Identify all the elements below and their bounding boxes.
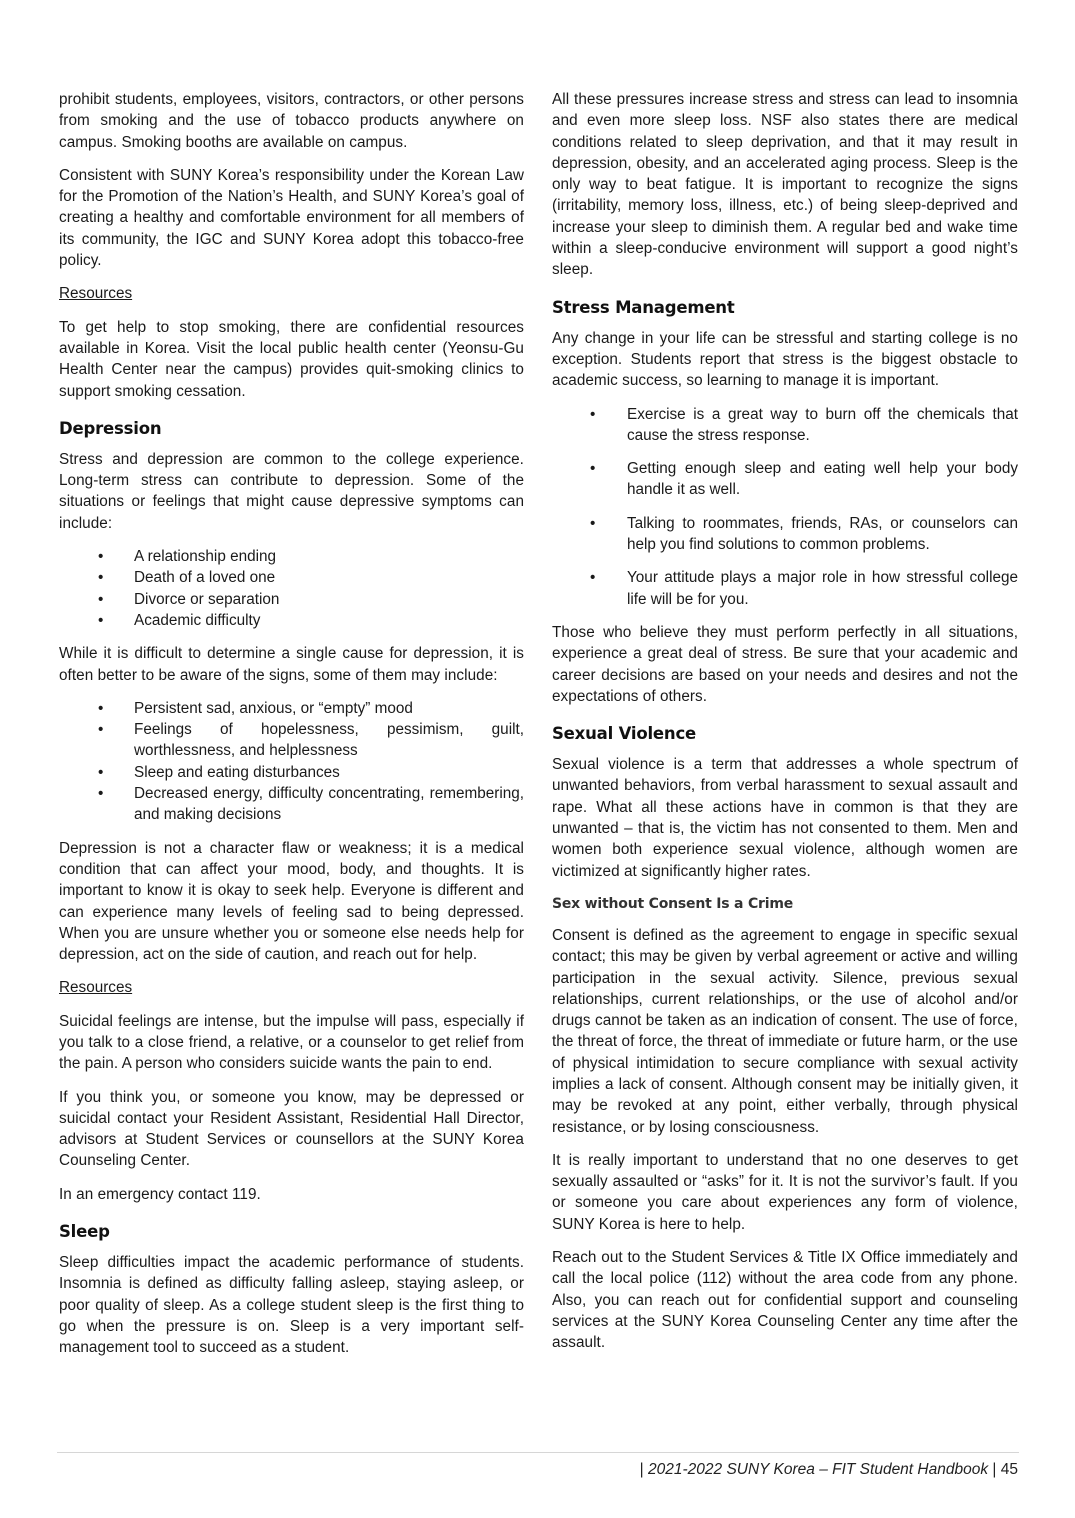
footer-divider [57, 1452, 1019, 1453]
list-item: • Talking to roommates, friends, RAs, or counselors can help you find solutions to common problems. [590, 514, 1018, 554]
bullet-icon: • [98, 699, 104, 717]
paragraph: Stress and depression are common to the college experience. Long-term stress can contribute to depression. Some of the situations or feelings that might cause depressive symptoms can include: [59, 450, 524, 532]
stress-tips-list [552, 404, 1018, 610]
section-heading-sleep: Sleep [59, 1222, 110, 1242]
paragraph: While it is difficult to determine a single cause for depression, it is often better to be aware of the signs, some of them may include: [59, 645, 524, 684]
bullet-icon: • [590, 514, 596, 532]
bullet-icon: • [98, 785, 104, 803]
paragraph: Suicidal feelings are intense, but the impulse will pass, especially if you talk to a close friend, a relative, or a counselor to get relief from the pain. A person who considers suicide wants the pain to end. [59, 1012, 524, 1073]
paragraph: Consistent with SUNY Korea’s responsibility under the Korean Law for the Promotion of the Nation’s Health, and SUNY Korea’s goal of creating a healthy and comfortable environment for all members of its community, the IGC and SUNY Korea adopt this tobacco-free policy. [59, 166, 524, 270]
bullet-icon: • [590, 569, 596, 587]
resources-label: Resources [59, 979, 133, 997]
bullet-icon: • [98, 548, 104, 566]
footer-title: 2021-2022 SUNY Korea – FIT Student Handbook [648, 1461, 989, 1478]
section-heading-sexual-violence: Sexual Violence [552, 724, 697, 744]
paragraph: Sexual violence is a term that addresses a whole spectrum of unwanted behaviors, from verbal harassment to sexual assault and rape. What all these actions have in common is that they are unwanted – that is, the victim has not consented to them. Men and women both experience sexual violence, although women are victimized at significantly higher rates. [552, 756, 1018, 880]
list-item: • Decreased energy, difficulty concentrating, remembering, and making decisions [98, 785, 524, 824]
list-item: • Academic difficulty [59, 610, 524, 631]
paragraph: Depression is not a character flaw or weakness; it is a medical condition that can affect your mood, body, and thoughts. It is important to know it is okay to seek help. Everyone is different and can experience many levels of feeling sad to being depressed. When you are unsure whether you or someone else needs help for depression, act on the side of caution, and reach out for help. [59, 839, 524, 964]
list-item: • Divorce or separation [59, 589, 524, 610]
bullet-icon: • [98, 569, 104, 587]
page-number: 45 [1000, 1461, 1018, 1478]
list-item: • Persistent sad, anxious, or “empty” mood [59, 698, 524, 719]
paragraph: Any change in your life can be stressful and starting college is no exception. Students report that stress is the biggest obstacle to academic success, so learning to manage it is important. [552, 329, 1018, 390]
bullet-icon: • [590, 405, 596, 423]
page-footer [640, 1461, 1018, 1479]
resources-label: Resources [59, 285, 133, 303]
list-item: • A relationship ending [59, 546, 524, 567]
bullet-icon: • [98, 763, 104, 781]
paragraph: Consent is defined as the agreement to engage in specific sexual contact; this may be given by verbal agreement or active and willing participation in the sexual activity. Silence, previous sexual relationships, current relationships, or the use of alcohol and/or drugs cannot be taken as an indication of consent. The use of force, the threat of force, the threat of immediate or future harm, or the use of physical intimidation to secure compliance with sexual activity implies a lack of consent. Although consent may be initially given, it may be revoked at any point, either verbally, through physical resistance, or by losing consciousness. [552, 926, 1018, 1136]
list-item: • Exercise is a great way to burn off the chemicals that cause the stress response. [590, 405, 1018, 444]
bullet-icon: • [98, 590, 104, 608]
paragraph: Those who believe they must perform perfectly in all situations, experience a great deal of stress. Be sure that your academic and career decisions are based on your needs and desires and not the expectations of others. [552, 623, 1018, 705]
list-item: • Feelings of hopelessness, pessimism, guilt, worthlessness, and helplessness [98, 721, 524, 760]
paragraph: All these pressures increase stress and stress can lead to insomnia and even more sleep loss. NSF also states there are medical conditions related to sleep deprivation, and that it may result in depression, obesity, and an accelerated aging process. Sleep is the only way to beat fatigue. It is important to recognize the signs (irritability, memory loss, illness, etc.) of being sleep-deprived and increase your sleep to diminish them. A regular bed and wake time within a sleep-conducive environment will support a good night’s sleep. [552, 91, 1018, 279]
bullet-icon: • [98, 611, 104, 629]
depression-signs-list [59, 698, 524, 826]
section-heading-stress-management: Stress Management [552, 297, 735, 317]
depression-causes-list [59, 546, 524, 631]
list-item: • Sleep and eating disturbances [59, 762, 524, 783]
right-column [552, 89, 1018, 1366]
list-item: • Your attitude plays a major role in how stressful college life will be for you. [590, 569, 1018, 608]
bullet-icon: • [98, 721, 104, 739]
paragraph: Reach out to the Student Services & Title IX Office immediately and call the local police (112) without the area code from any phone. Also, you can reach out for confidential support and counseling services at the SUNY Korea Counseling Center any time after the assault. [552, 1249, 1018, 1352]
paragraph: It is really important to understand that no one deserves to get sexually assaulted or “asks” for it. It is not the survivor’s fault. If you or someone you care about experiences any form of violence, SUNY Korea is here to help. [552, 1151, 1018, 1233]
paragraph: If you think you, or someone you know, may be depressed or suicidal contact your Resident Assistant, Residential Hall Director, advisors at Student Services or counsellors at the SUNY Korea Counseling Center. [59, 1088, 524, 1170]
left-column [59, 89, 524, 1371]
bullet-icon: • [590, 460, 596, 478]
footer-separator: | [639, 1461, 644, 1478]
subheading-consent: Sex without Consent Is a Crime [552, 895, 794, 912]
footer-separator: | [992, 1461, 997, 1478]
paragraph: Sleep difficulties impact the academic performance of students. Insomnia is defined as difficulty falling asleep, staying asleep, or poor quality of sleep. As a college student sleep is the first thing to go when the pressure is on. Sleep is a very important self- management tool to succeed as a student. [59, 1254, 524, 1357]
list-item: • Getting enough sleep and eating well help your body handle it as well. [590, 460, 1018, 499]
list-item: • Death of a loved one [59, 567, 524, 588]
paragraph: In an emergency contact 119. [59, 1185, 261, 1203]
paragraph: To get help to stop smoking, there are confidential resources available in Korea. Visit the local public health center (Yeonsu-Gu Health Center near the campus) provides quit-smoking clinics to support smoking cessation. [59, 318, 524, 400]
section-heading-depression: Depression [59, 418, 162, 438]
paragraph: prohibit students, employees, visitors, contractors, or other persons from smoking and the use of tobacco products anywhere on campus. Smoking booths are available on campus. [59, 91, 524, 151]
